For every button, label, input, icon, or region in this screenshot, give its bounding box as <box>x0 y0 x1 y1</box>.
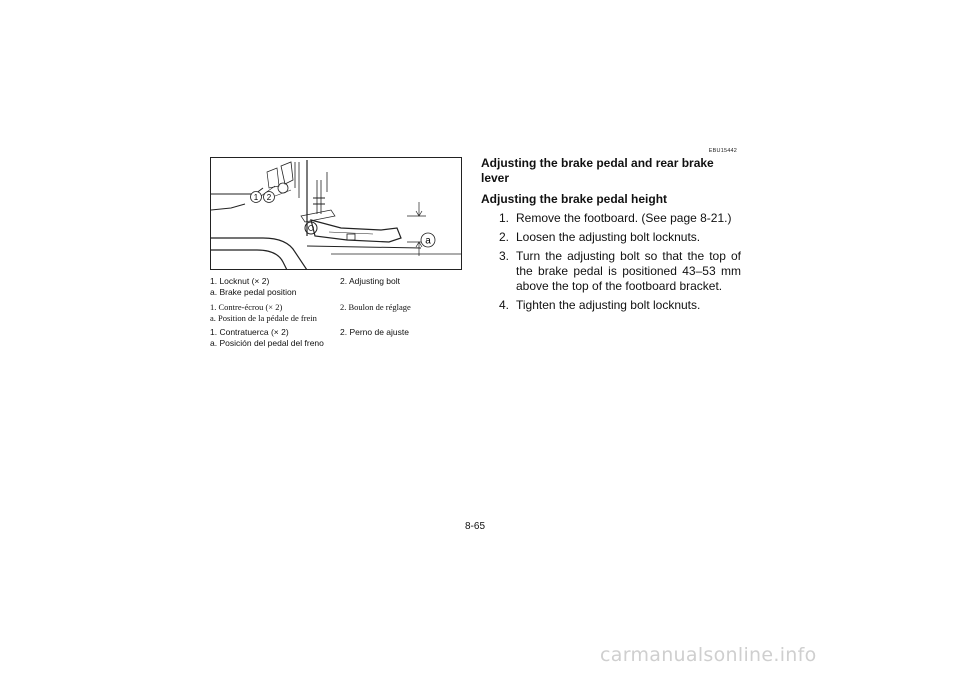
svg-text:2: 2 <box>266 193 272 202</box>
step-number: 4. <box>498 298 509 312</box>
dimension-label-a <box>421 233 435 247</box>
caption-item-1: 1. Contratuerca (× 2) <box>210 327 289 337</box>
caption-french <box>210 302 470 323</box>
step-item <box>481 211 741 226</box>
svg-text:a: a <box>425 235 431 247</box>
caption-spanish <box>210 327 470 348</box>
section-subtitle: Adjusting the brake pedal height <box>481 192 668 206</box>
caption-english <box>210 276 470 297</box>
callout-2 <box>264 192 275 203</box>
document-code: EBU15442 <box>708 148 737 154</box>
watermark-link[interactable]: carmanualsonline.info <box>600 644 817 666</box>
step-number: 2. <box>498 230 509 244</box>
caption-item-2: 2. Boulon de réglage <box>340 302 411 312</box>
caption-item-1: 1. Contre-écrou (× 2) <box>210 302 283 312</box>
caption-item-a: a. Brake pedal position <box>210 286 297 297</box>
svg-text:1: 1 <box>253 193 259 202</box>
step-item <box>481 249 741 294</box>
section-title: Adjusting the brake pedal and rear brake lever <box>481 156 714 185</box>
caption-item-a: a. Position de la pédale de frein <box>210 312 317 323</box>
step-text: Turn the adjusting bolt so that the top of the brake pedal is positioned 43–53 mm above the top of the footboard bracket. <box>516 249 741 293</box>
instruction-section <box>481 156 741 317</box>
step-text: Loosen the adjusting bolt locknuts. <box>516 230 701 244</box>
step-text: Remove the footboard. (See page 8-21.) <box>516 211 732 225</box>
page-number: 8-65 <box>465 521 486 532</box>
caption-item-2: 2. Adjusting bolt <box>340 276 401 286</box>
callout-1 <box>251 192 262 203</box>
caption-item-2: 2. Perno de ajuste <box>340 327 409 337</box>
brake-pedal-diagram <box>210 157 462 270</box>
steps-list <box>481 211 741 313</box>
step-number: 1. <box>498 211 509 225</box>
caption-item-1: 1. Locknut (× 2) <box>210 276 270 286</box>
step-number: 3. <box>498 249 509 263</box>
brake-pedal-illustration <box>211 158 462 270</box>
caption-item-a: a. Posición del pedal del freno <box>210 337 324 348</box>
step-item <box>481 298 741 313</box>
step-item <box>481 230 741 245</box>
step-text: Tighten the adjusting bolt locknuts. <box>516 298 701 312</box>
